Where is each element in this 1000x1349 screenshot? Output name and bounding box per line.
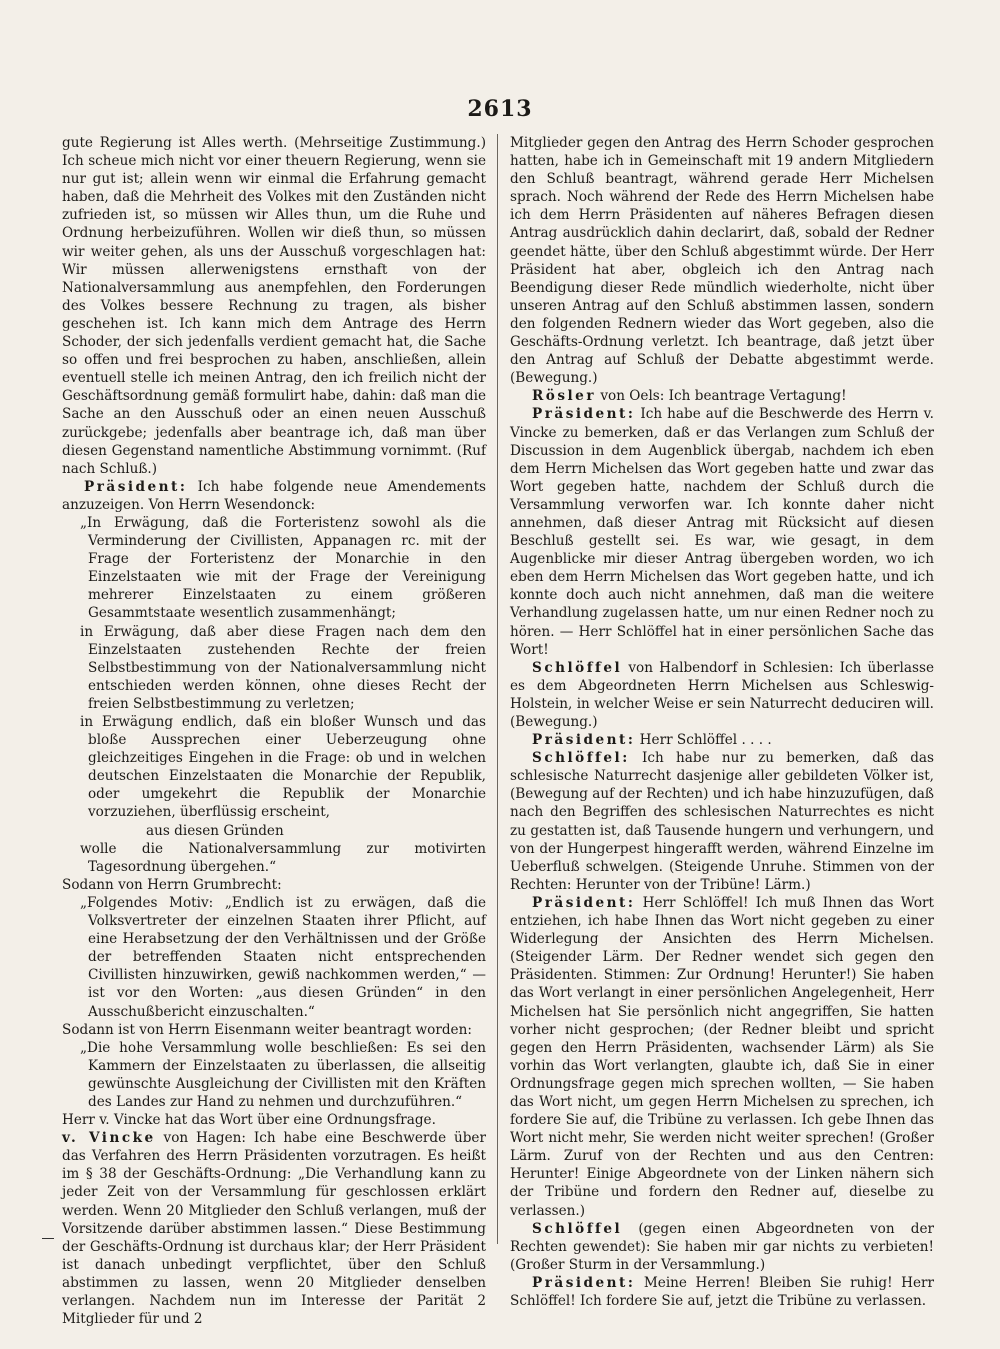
speaker-name: Präsident: bbox=[532, 732, 636, 749]
paragraph: Sodann von Herrn Grumbrecht: bbox=[62, 876, 282, 893]
speech-text: Herr Schlöffel! Ich muß Ihnen das Wort entziehen, ich habe Ihnen das Wort nicht gegeben zu einer Widerlegung der Ansichten des Herrn Michelsen. (Steigender Lärm. Der Redner wendet sich gegen den Präsidenten. Stimmen: Zur Ordnung! Herunter!) Sie haben das Wort verlangt in einer persönlichen Angelegenheit, Herr Michelsen hat Sie persönlich nicht angegriffen, Sie hatten vorher nicht gesprochen; (der Redner bleibt und spricht gegen den Herrn Präsidenten, wachsender Lärm) als Sie vorhin das Wort verlangten, glaubte ich, daß Sie in einer Ordnungsfrage gegen mich sprechen wollten, — Sie haben das Wort nicht, um gegen Herrn Michelsen zu sprechen, ich fordere Sie auf, die Tribüne zu verlassen. Ich gebe Ihnen das Wort nicht mehr, Sie werden nicht weiter sprechen! (Großer Lärm. Zuruf von der Rechten und aus den Centren: Herunter! Einige Abgeordnete von der Linken nähern sich der Tribüne und fordern den Redner auf, dieselbe zu verlassen.) bbox=[510, 894, 934, 1219]
speech-text: Meine Herren! Bleiben Sie ruhig! Herr Schlöffel! Ich fordere Sie auf, jetzt die Tribüne zu verlassen. bbox=[510, 1274, 934, 1309]
speaker-paragraph bbox=[510, 659, 934, 731]
speaker-paragraph bbox=[510, 387, 934, 405]
speech-text: von Halbendorf in Schlesien: Ich überlasse es dem Abgeordneten Herrn Michelsen aus Schleswig-Holstein, in welcher Weise er sein Naturrecht deduciren will. (Bewegung.) bbox=[510, 659, 935, 730]
amendment-quote: wolle die Nationalversammlung zur motivirten Tagesordnung übergehen.“ bbox=[80, 840, 486, 875]
amendment-quote: in Erwägung, daß aber diese Fragen nach dem den Einzelstaaten zustehenden Rechte der freien Selbstbestimmung von der Nationalversammlung nicht entschieden werden können, ohne dieses Recht der freien Selbstbestimmung zu verletzen; bbox=[80, 623, 486, 712]
left-column bbox=[62, 134, 486, 1328]
speaker-paragraph bbox=[510, 405, 934, 658]
margin-mark bbox=[42, 1238, 54, 1239]
speaker-name: Rösler bbox=[532, 388, 596, 405]
paragraph: Herr v. Vincke hat das Wort über eine Ordnungsfrage. bbox=[62, 1112, 436, 1129]
speech-text: Ich habe nur zu bemerken, daß das schlesische Naturrecht dasjenige aller gebildeten Völker ist, (Bewegung auf der Rechten) und ich habe hinzuzufügen, daß nach den Begriffen des schlesischen Naturrechtes es nicht zu gestatten ist, daß Tausende hungern und verhungern, und von der Hungerpest hingerafft werden, während Einzelne im Ueberfluß schwelgen. (Steigende Unruhe. Stimmen von der Rechten: Herunter von der Tribüne! Lärm.) bbox=[510, 750, 935, 893]
page-number: 2613 bbox=[467, 96, 533, 122]
speech-text: Ich habe auf die Beschwerde des Herrn v. Vincke zu bemerken, daß er das Verlangen zum Schluß der Discussion in dem Augenblick übergab, nachdem ich eben dem Herrn Michelsen das Wort gegeben hatte und zwar das Wort gegeben hatte, nachdem der Schluß durch die Versammlung verworfen war. Ich konnte daher nicht annehmen, daß dieser Antrag mit Rücksicht auf diesen Beschluß gestellt sei. Es war, wie gesagt, in dem Augenblicke mir dieser Antrag übergeben worden, wo ich eben dem Herrn Michelsen das Wort gegeben hatte, und ich konnte doch auch nicht annehmen, daß man die weitere Verhandlung zugelassen hatte, um nur einen Redner noch zu hören. — Herr Schlöffel hat in einer persönlichen Sache das Wort! bbox=[510, 406, 934, 658]
right-column bbox=[510, 134, 934, 1310]
amendment-quote: in Erwägung endlich, daß ein bloßer Wunsch und das bloße Aussprechen einer Ueberzeugung ohne gleichzeitiges Eingehen in die Frage: ob und in welchen deutschen Einzelstaaten die Monarchie der Republik, oder umgekehrt die Republik der Monarchie vorzuziehen, überflüssig erscheint, bbox=[80, 714, 486, 821]
speaker-paragraph bbox=[510, 1274, 934, 1310]
speech-text: Herr Schlöffel . . . . bbox=[639, 732, 772, 749]
speaker-name: Schlöffel bbox=[532, 1220, 623, 1237]
speaker-name: v. Vincke bbox=[62, 1130, 156, 1147]
amendment-quote: „Folgendes Motiv: „Endlich ist zu erwägen, daß die Volksvertreter der einzelnen Staaten ihrer Pflicht, auf eine Herabsetzung der den Verhältnissen und der Größe der betreffenden Staaten nicht entsprechenden Civillisten hinzuwirken, gewiß nachkommen werden,“ — ist vor den Worten: „aus diesen Gründen“ in den Ausschußbericht einzuschalten.“ bbox=[80, 894, 486, 1020]
speaker-paragraph bbox=[510, 731, 934, 749]
speaker-paragraph bbox=[62, 1129, 486, 1328]
speaker-paragraph bbox=[510, 1220, 934, 1274]
paragraph: gute Regierung ist Alles werth. (Mehrseitige Zustimmung.) Ich scheue mich nicht vor einer theuern Regierung, wenn sie nur gut ist; allein wenn wir einmal die Erfahrung gemacht haben, daß die Mehrheit des Volkes mit den Zuständen nicht zufrieden ist, so müssen wir Alles thun, um die Ruhe und Ordnung herbeizuführen. Wollen wir dieß thun, so müssen wir weiter gehen, als uns der Ausschuß vorgeschlagen hat: Wir müssen allerwenigstens ernsthaft von der Nationalversammlung aus anempfehlen, den Forderungen des Volkes bessere Rechnung zu tragen, als bisher geschehen ist. Ich kann mich dem Antrage des Herrn Schoder, der sich jedenfalls verdient gemacht hat, die Sache so offen und frei besprochen zu haben, anschließen, allein eventuell stelle ich meinen Antrag, den ich freilich nicht der Geschäftsordnung gemäß formulirt habe, dahin: daß man die Sache an den Ausschuß oder an einen neuen Ausschuß zurückgebe; jedenfalls aber beantrage ich, daß man über diesen Gegenstand namentliche Abstimmung vornimmt. (Ruf nach Schluß.) bbox=[62, 135, 486, 477]
speech-text: von Hagen: Ich habe eine Beschwerde über das Verfahren des Herrn Präsidenten vorzutragen. Es heißt im § 38 der Geschäfts-Ordnung: „Die Verhandlung kann zu jeder Zeit von der Versammlung für geschlossen erklärt werden. Wenn 20 Mitglieder den Schluß verlangen, muß der Vorsitzende darüber abstimmen lassen.“ Diese Bestimmung der Geschäfts-Ordnung ist durchaus klar; der Herr Präsident ist danach unbedingt verpflichtet, über den Schluß abstimmen zu lassen, wenn 20 Mitglieder denselben verlangen. Nachdem nun im Interesse der Parität 2 Mitglieder für und 2 bbox=[62, 1130, 486, 1328]
column-divider bbox=[497, 134, 498, 1244]
speaker-name: Präsident: bbox=[532, 406, 636, 423]
speaker-name: Schlöffel: bbox=[532, 750, 630, 767]
speaker-name: Präsident: bbox=[532, 1274, 636, 1291]
speech-text: Ich habe folgende neue Amendements anzuzeigen. Von Herrn Wesendonck: bbox=[62, 478, 487, 513]
amendment-quote: „Die hohe Versammlung wolle beschließen: Es sei den Kammern der Einzelstaaten zu überlassen, die allseitig gewünschte Ausgleichung der Civillisten mit den Kräften des Landes zur Hand zu nehmen und durchzuführen.“ bbox=[80, 1039, 486, 1110]
speech-text: (gegen einen Abgeordneten von der Rechten gewendet): Sie haben mir gar nichts zu verbieten! (Großer Sturm in der Versammlung.) bbox=[510, 1220, 934, 1273]
speaker-paragraph bbox=[62, 478, 486, 514]
speaker-name: Präsident: bbox=[532, 894, 636, 911]
amendment-quote: „In Erwägung, daß die Forteristenz sowohl als die Verminderung der Civillisten, Appanagen rc. mit der Frage der Forteristenz der Monarchie in den Einzelstaaten wie mit der Frage der Vereinigung mehrerer Einzelstaaten zu einem größeren Gesammtstaate wesentlich zusammenhängt; bbox=[80, 514, 486, 622]
speech-text: von Oels: Ich beantrage Vertagung! bbox=[600, 388, 847, 405]
speaker-paragraph bbox=[510, 894, 934, 1220]
speaker-name: Präsident: bbox=[84, 478, 188, 495]
speaker-paragraph bbox=[510, 749, 934, 894]
speaker-name: Schlöffel bbox=[532, 659, 623, 676]
paragraph: Mitglieder gegen den Antrag des Herrn Schoder gesprochen hatten, habe ich in Gemeinschaft mit 19 andern Mitgliedern den Schluß beantragt, während gerade Herr Michelsen sprach. Noch während der Rede des Herrn Michelsen habe ich dem Herrn Präsidenten auf näheres Befragen diesen Antrag ausdrücklich dahin declarirt, daß, sobald der Redner geendet hätte, über den Schluß abgestimmt würde. Der Herr Präsident hat aber, obgleich ich den Antrag nach Beendigung dieser Rede mündlich wiederholte, nicht über unseren Antrag auf den Schluß abstimmen lassen, sondern den folgenden Rednern wieder das Wort gegeben, also die Geschäfts-Ordnung verletzt. Ich beantrage, daß jetzt über den Antrag auf Schluß der Debatte abgestimmt werde. (Bewegung.) bbox=[510, 135, 934, 387]
paragraph: Sodann ist von Herrn Eisenmann weiter beantragt worden: bbox=[62, 1021, 472, 1038]
amendment-quote: aus diesen Gründen bbox=[146, 822, 284, 839]
